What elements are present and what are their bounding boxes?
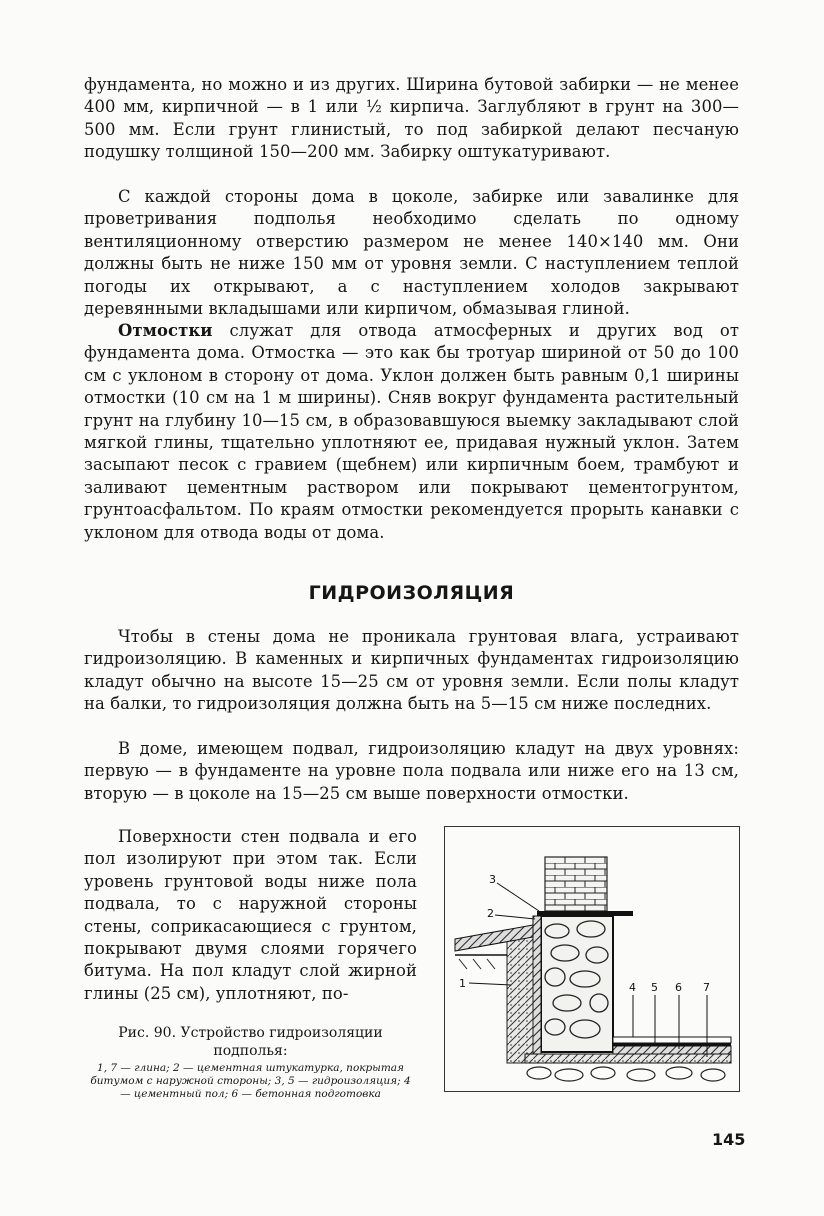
label-4: 4 xyxy=(629,981,636,994)
brick-wall xyxy=(545,857,607,911)
clay-layer-floor xyxy=(525,1054,731,1063)
plaster-bitumen-layer xyxy=(533,916,541,1056)
paragraph-basement-walls: Поверхности стен подвала и его пол изолируют при этом так. Если уровень грунтовой воды ниже пола подвала, то с наружной стороны стены, соприкасающиеся с грунтом, покрывают двумя слоями горячего битума. На пол кладут слой жирной глины (25 см), уплотняют, по- xyxy=(84,827,417,1003)
paragraph-waterproofing-intro: Чтобы в стены дома не проникала грунтовая влага, устраивают гидроизоляцию. В каменных и кирпичных фундаментах гидроизоляцию кладут обычно на высоте 15—25 см от уровня земли. Если полы кладут на балки, то гидроизоляция должна быть на 5—15 см ниже последних. xyxy=(84,627,739,714)
page-number: 145 xyxy=(712,1130,746,1149)
figure-waterproofing-diagram xyxy=(444,826,740,1092)
term-otmostki: Отмостки xyxy=(118,321,213,340)
figure-caption: Рис. 90. Устройство гидроизоляции подполья: xyxy=(118,1025,383,1059)
clay-layer-outer xyxy=(507,931,533,1063)
stone-foundation xyxy=(541,916,613,1052)
cement-floor xyxy=(613,1037,731,1043)
paragraph-basement-levels: В доме, имеющем подвал, гидроизоляцию кладут на двух уровнях: первую — в фундаменте на уровне пола подвала или ниже его на 13 см, вторую — в цоколе на 15—25 см выше поверхности отмостки. xyxy=(84,739,739,803)
label-1: 1 xyxy=(459,977,466,990)
label-2: 2 xyxy=(487,907,494,920)
section-heading: ГИДРОИЗОЛЯЦИЯ xyxy=(308,582,515,604)
paragraph-otmostki-text: служат для отвода атмосферных и других вод от фундамента дома. Отмостка — это как бы тротуар шириной от 50 до 100 см с уклоном в сторону от дома. Уклон должен быть равным 0,1 ширины отмостки (10 см на 1 м ширины). Сняв вокруг фундамента растительный грунт на глубину 10—15 см, в образовавшуюся выемку закладывают слой мягкой глины, тщательно уплотняют ее, придавая нужный уклон. Затем засыпают песок с гравием (щебнем) или кирпичным боем, трамбуют и заливают цементным раствором или покрывают цементогрунтом, грунтоасфальтом. По краям отмостки рекомендуется прорыть канавки с уклоном для отвода воды от дома. xyxy=(84,321,739,542)
paragraph-ventilation: С каждой стороны дома в цоколе, забирке или завалинке для проветривания подполья необходимо сделать по одному вентиляционному отверстию размером не менее 140×140 мм. Они должны быть не ниже 150 мм от уровня земли. С наступлением теплой погоды их открывают, а с наступлением холодов закрывают деревянными вкладышами или кирпичом, обмазывая глиной. xyxy=(84,187,739,319)
label-5: 5 xyxy=(651,981,658,994)
foundation-diagram xyxy=(445,827,739,1091)
paragraph-otmostki xyxy=(84,320,739,544)
paragraph-continuation: фундамента, но можно и из других. Ширина бутовой забирки — не менее 400 мм, кирпичной — в 1 или ½ кирпича. Заглубляют в грунт на 300—500 мм. Если грунт глинистый, то под забиркой делают песчаную подушку толщиной 150—200 мм. Забирку оштукатуривают. xyxy=(84,75,739,162)
figure-legend: 1, 7 — глина; 2 — цементная штукатурка, покрытая битумом с наружной стороны; 3, 5 — гидроизоляция; 4 — цементный пол; 6 — бетонная подготовка xyxy=(90,1062,411,1100)
concrete-base xyxy=(613,1046,731,1054)
label-3: 3 xyxy=(489,873,496,886)
label-7: 7 xyxy=(703,981,710,994)
label-6: 6 xyxy=(675,981,682,994)
